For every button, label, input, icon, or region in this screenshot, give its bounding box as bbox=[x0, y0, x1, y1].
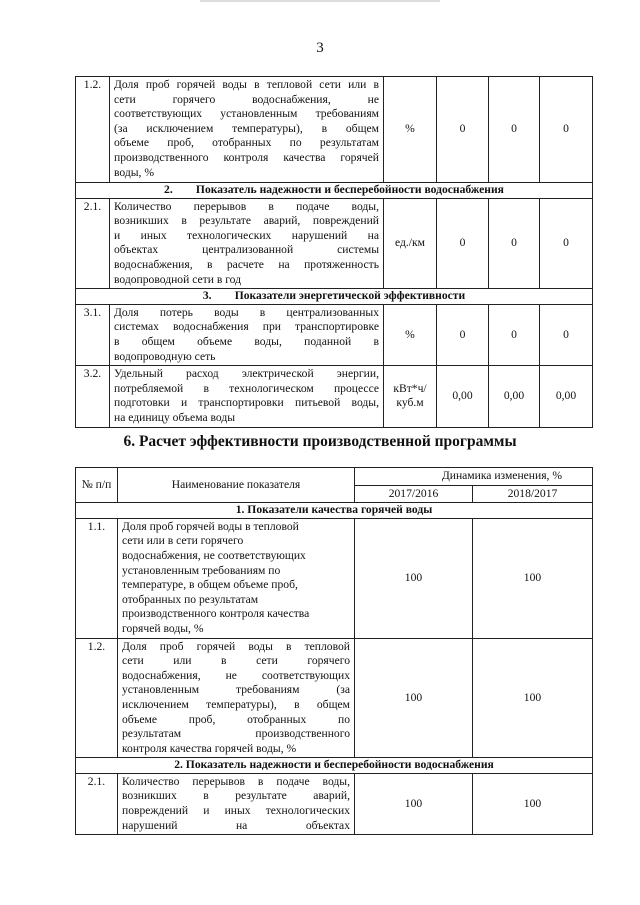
value-cell: 100 bbox=[355, 638, 473, 758]
text-line: водопроводную сеть bbox=[114, 349, 216, 363]
section-row bbox=[76, 289, 593, 305]
text-line: водоснабжения, не соответствующих bbox=[122, 668, 350, 682]
value-cell: 100 bbox=[473, 773, 593, 834]
text-line: подготовки и транспортировки питьевой воды, bbox=[114, 396, 379, 410]
text-line: сети горячего водоснабжения, не bbox=[114, 92, 379, 106]
section-heading: 2. Показатель надежности и бесперебойности водоснабжения bbox=[76, 183, 593, 199]
value-cell: 0 bbox=[437, 304, 489, 365]
unit-cell: % bbox=[384, 304, 437, 365]
text-line: сети или в сети горячего bbox=[122, 534, 244, 548]
indicator-name bbox=[110, 198, 384, 289]
section-heading: 1. Показатели качества горячей воды bbox=[76, 503, 593, 519]
text-line: потребляемой в технологическом процессе bbox=[114, 381, 379, 395]
indicator-name bbox=[110, 366, 384, 427]
text-line: объеме проб, отобранных по результатам bbox=[114, 136, 379, 150]
table-row bbox=[76, 77, 593, 183]
indicator-name bbox=[110, 77, 384, 183]
unit-cell: ед./км bbox=[384, 198, 437, 289]
value-cell: 0 bbox=[540, 198, 593, 289]
table-row bbox=[76, 366, 593, 427]
header-dynamics: Динамика изменения, % bbox=[355, 468, 593, 486]
row-number: 3.2. bbox=[76, 366, 110, 427]
text-line: контроля качества горячей воды, % bbox=[122, 741, 297, 755]
row-number: 3.1. bbox=[76, 304, 110, 365]
text-line: производственного контроля качества bbox=[122, 607, 310, 621]
section-row bbox=[76, 758, 593, 774]
text-line: (за исключением температуры), в общем bbox=[114, 121, 379, 135]
value-cell: 0 bbox=[489, 304, 540, 365]
text-line: Доля проб горячей воды в тепловой bbox=[122, 519, 299, 533]
header-year-1: 2017/2016 bbox=[355, 485, 473, 503]
text-line: возникших в результате аварий, повреждений bbox=[114, 214, 379, 228]
text-line: объектах централизованной системы bbox=[114, 243, 379, 257]
value-cell: 0 bbox=[540, 77, 593, 183]
row-number: 2.1. bbox=[76, 198, 110, 289]
table-row bbox=[76, 638, 593, 758]
indicator-name bbox=[118, 638, 355, 758]
value-cell: 0,00 bbox=[540, 366, 593, 427]
text-line: Количество перерывов в подаче воды, bbox=[122, 774, 350, 788]
page-number: 3 bbox=[316, 40, 324, 56]
indicator-name bbox=[118, 518, 355, 638]
text-line: Удельный расход электрической энергии, bbox=[114, 367, 379, 381]
header-number: № п/п bbox=[76, 468, 118, 503]
section-title: 6. Расчет эффективности производственной программы bbox=[123, 433, 517, 450]
row-number: 1.1. bbox=[76, 518, 118, 638]
text-line: и иных технологических нарушений на bbox=[114, 228, 379, 242]
text-line: результатам производственного bbox=[122, 727, 350, 741]
value-cell: 0 bbox=[489, 198, 540, 289]
value-cell: 100 bbox=[473, 518, 593, 638]
text-line: водопроводной сети в год bbox=[114, 272, 242, 286]
text-line: повреждений и иных технологических bbox=[122, 804, 350, 818]
text-line: объеме проб, отобранных по bbox=[122, 712, 350, 726]
table-row bbox=[76, 304, 593, 365]
row-number: 1.2. bbox=[76, 77, 110, 183]
text-line: в общем объеме воды, поданной в bbox=[114, 334, 379, 348]
text-line: системах водоснабжения при транспортировке bbox=[114, 320, 379, 334]
section-row bbox=[76, 183, 593, 199]
text-line: Доля проб горячей воды в тепловой bbox=[122, 639, 350, 653]
header-year-2: 2018/2017 bbox=[473, 485, 593, 503]
text-line: Доля потерь воды в централизованных bbox=[114, 305, 379, 319]
text-line: исключением температуры), в общем bbox=[122, 697, 350, 711]
text-line: производственного контроля качества горячей bbox=[114, 150, 379, 164]
text-line: сети или в сети горячего bbox=[122, 654, 350, 668]
row-number: 1.2. bbox=[76, 638, 118, 758]
value-cell: 100 bbox=[355, 518, 473, 638]
value-cell: 100 bbox=[473, 638, 593, 758]
value-cell: 100 bbox=[355, 773, 473, 834]
text-line: температуре, в общем объеме проб, bbox=[122, 578, 298, 592]
text-line: Количество перерывов в подаче воды, bbox=[114, 199, 379, 213]
unit-cell: % bbox=[384, 77, 437, 183]
text-line: установленным требованиям по bbox=[122, 563, 281, 577]
indicator-name bbox=[110, 304, 384, 365]
text-line: на единицу объема воды bbox=[114, 410, 236, 424]
efficiency-table bbox=[75, 467, 593, 835]
value-cell: 0 bbox=[540, 304, 593, 365]
text-line: воды, % bbox=[114, 165, 155, 179]
text-line: водоснабжения, в расчете на протяженность bbox=[114, 257, 379, 271]
unit-cell: кВт*ч/ куб.м bbox=[384, 366, 437, 427]
scan-artifact bbox=[200, 0, 440, 2]
header-row bbox=[76, 468, 593, 486]
text-line: соответствующих установленным требованиям bbox=[114, 107, 379, 121]
text-line: горячей воды, % bbox=[122, 621, 204, 635]
table-row bbox=[76, 518, 593, 638]
value-cell: 0 bbox=[437, 198, 489, 289]
text-line: Доля проб горячей воды в тепловой сети или в bbox=[114, 78, 379, 91]
value-cell: 0 bbox=[489, 77, 540, 183]
section-heading: 3. Показатели энергетической эффективности bbox=[76, 289, 593, 305]
indicators-table bbox=[75, 76, 593, 428]
text-line: установленным требованиям (за bbox=[122, 683, 350, 697]
table-row bbox=[76, 198, 593, 289]
value-cell: 0,00 bbox=[437, 366, 489, 427]
section-row bbox=[76, 503, 593, 519]
text-line: возникших в результате аварий, bbox=[122, 789, 350, 803]
table-row bbox=[76, 773, 593, 834]
row-number: 2.1. bbox=[76, 773, 118, 834]
section-heading: 2. Показатель надежности и бесперебойности водоснабжения bbox=[76, 758, 593, 774]
value-cell: 0 bbox=[437, 77, 489, 183]
header-name: Наименование показателя bbox=[118, 468, 355, 503]
text-line: отобранных по результатам bbox=[122, 592, 259, 606]
text-line: водоснабжения, не соответствующих bbox=[122, 548, 306, 562]
text-line: нарушений на объектах bbox=[122, 818, 350, 832]
indicator-name bbox=[118, 773, 355, 834]
value-cell: 0,00 bbox=[489, 366, 540, 427]
